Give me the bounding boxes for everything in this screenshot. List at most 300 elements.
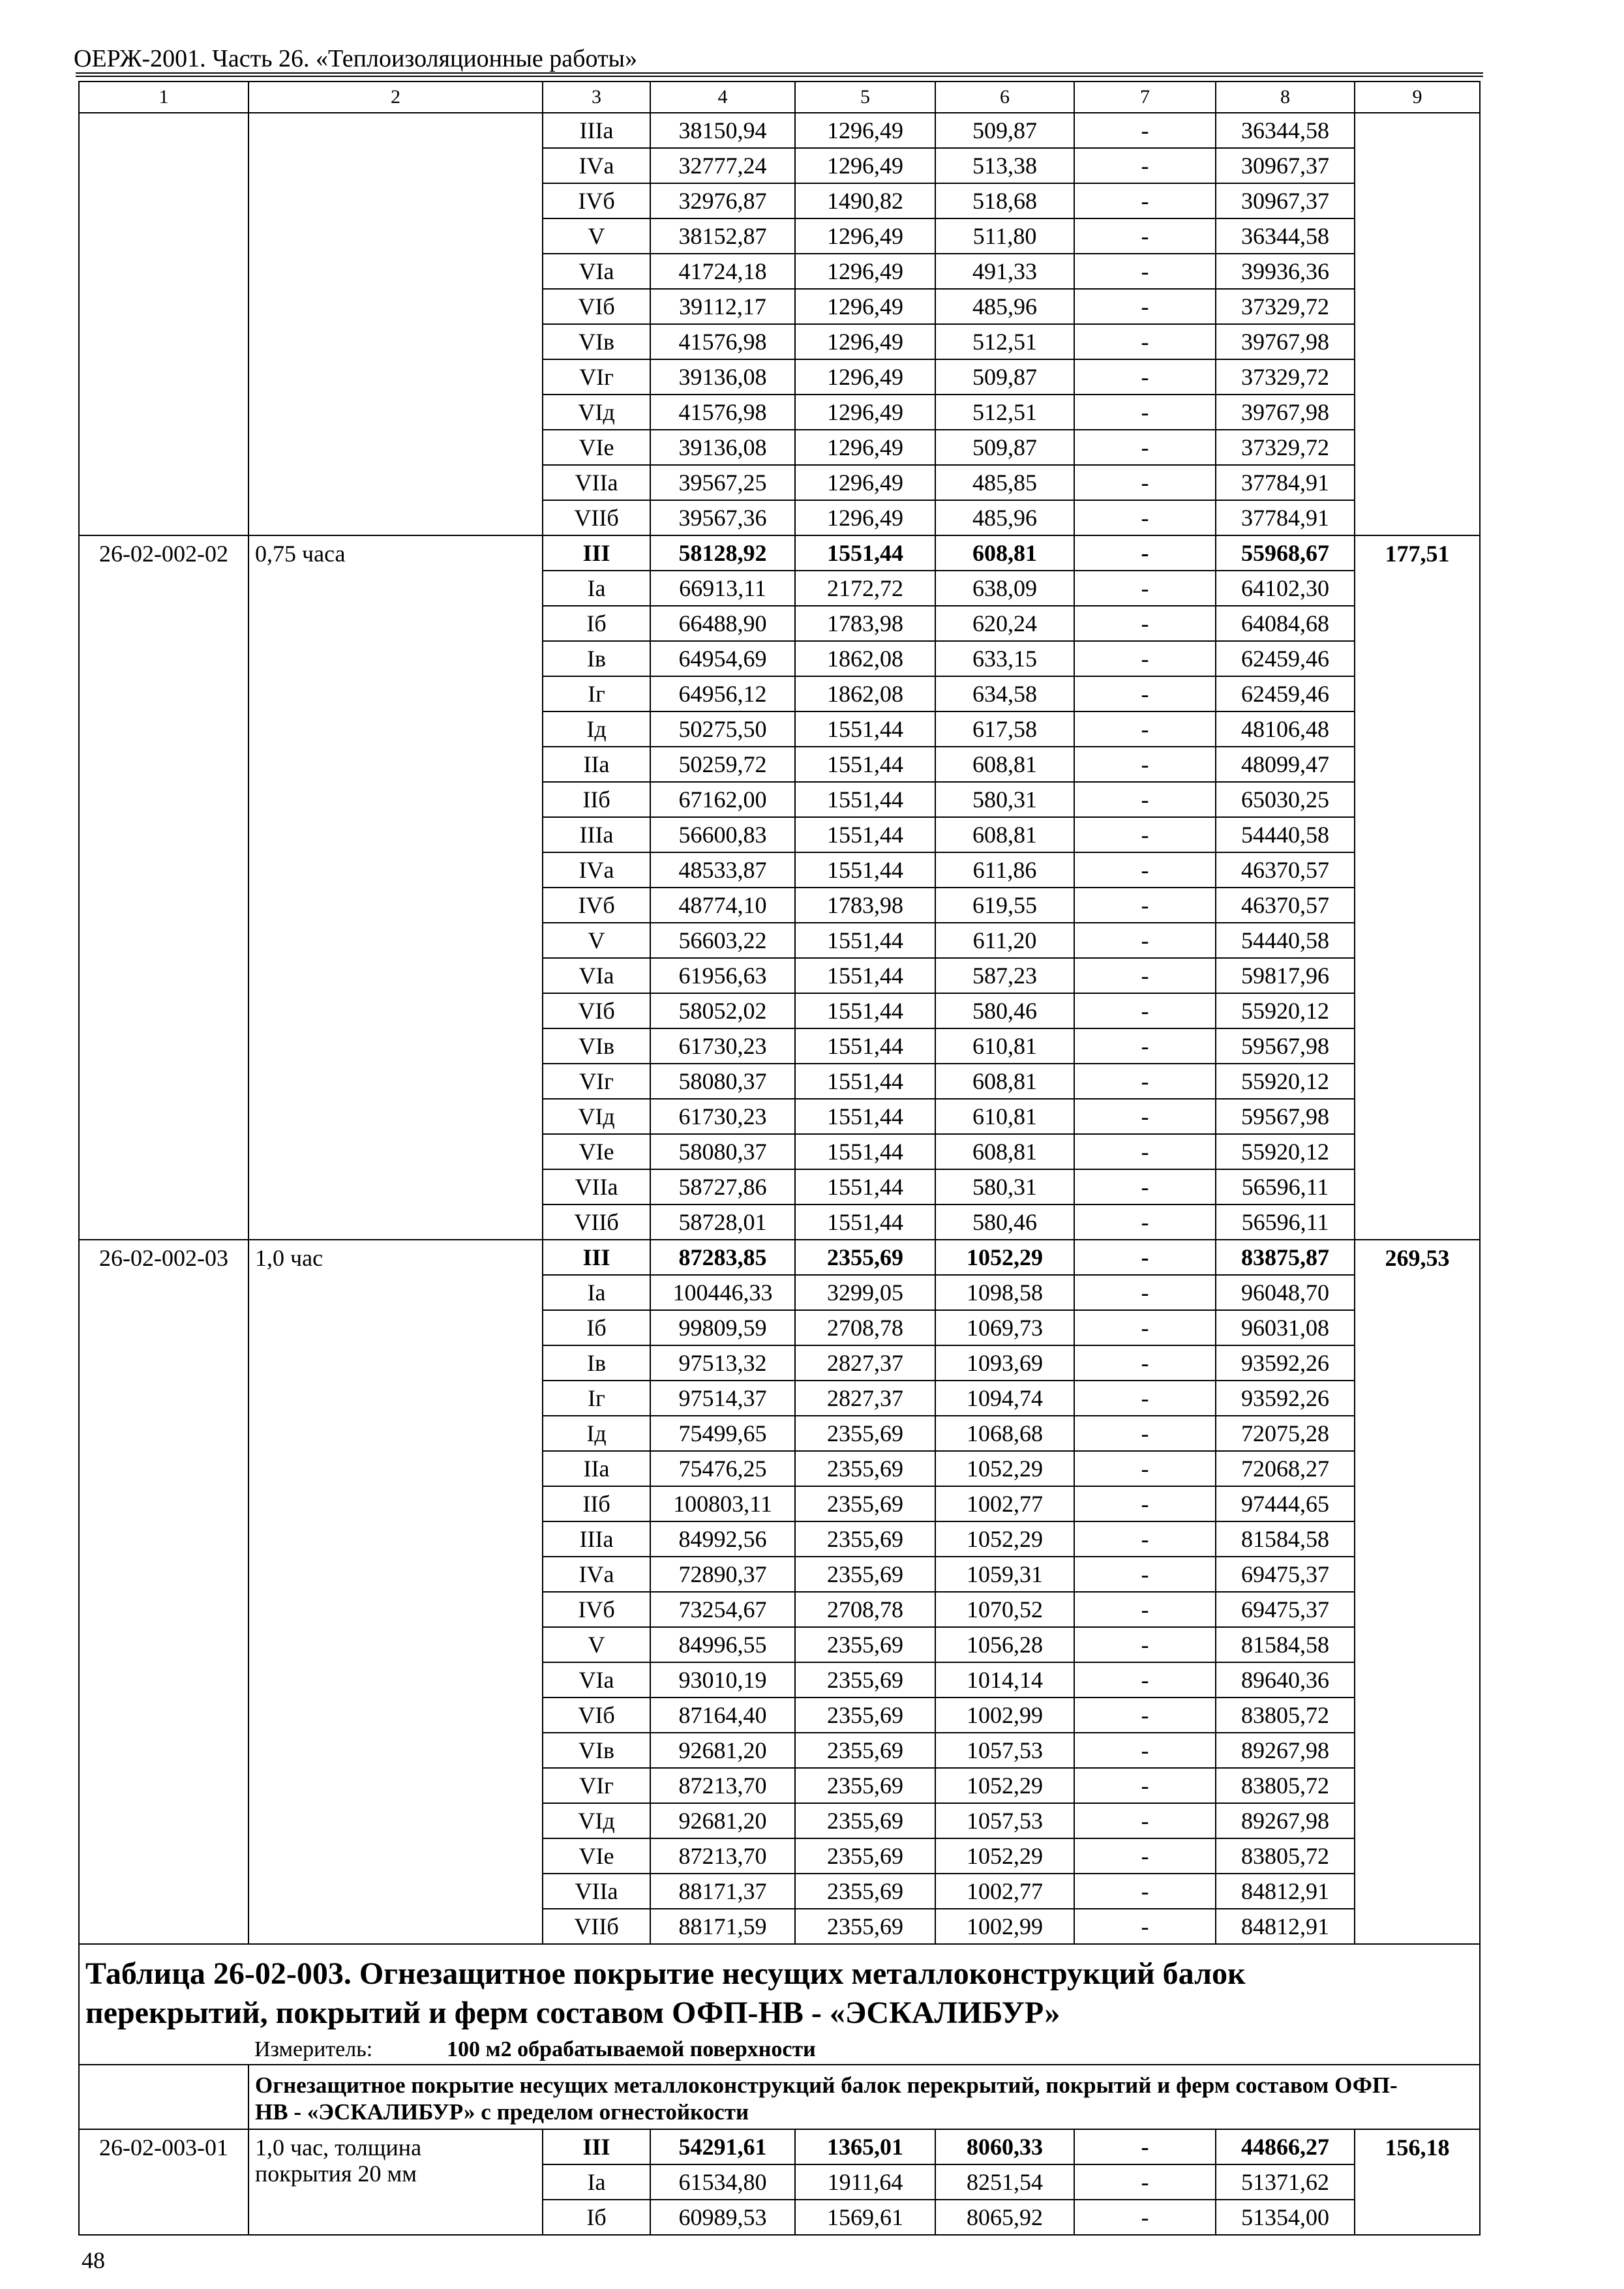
zone-cell: Iа [543,2164,650,2200]
value-col-7-cell: - [1074,113,1216,148]
zone-cell: VIг [543,1768,650,1803]
value-col-7-cell: - [1074,1240,1216,1275]
value-col-8-cell: 84812,91 [1216,1909,1355,1944]
zone-cell: VIв [543,324,650,359]
value-col-5-cell: 1296,49 [795,148,935,183]
value-col-4-cell: 97514,37 [650,1381,795,1416]
value-col-4-cell: 58080,37 [650,1064,795,1099]
value-col-8-cell: 37329,72 [1216,289,1355,324]
zone-cell: IIа [543,1451,650,1486]
zone-cell: III [543,1240,650,1275]
value-col-6-cell: 608,81 [935,1064,1074,1099]
zone-cell: IVа [543,852,650,888]
description-row [79,2065,1480,2129]
value-col-8-cell: 96048,70 [1216,1275,1355,1310]
value-col-4-cell: 93010,19 [650,1662,795,1698]
value-col-4-cell: 75476,25 [650,1451,795,1486]
value-col-7-cell: - [1074,1768,1216,1803]
total-cell: 177,51 [1355,535,1480,1240]
zone-cell: IVб [543,183,650,218]
name-text: 0,75 часа [255,541,346,567]
value-col-7-cell: - [1074,289,1216,324]
value-col-7-cell: - [1074,430,1216,465]
value-col-6-cell: 8065,92 [935,2200,1074,2235]
zone-cell: IIIа [543,1521,650,1557]
value-col-4-cell: 67162,00 [650,782,795,817]
value-col-5-cell: 1862,08 [795,676,935,711]
value-col-8-cell: 36344,58 [1216,218,1355,254]
value-col-8-cell: 83805,72 [1216,1698,1355,1733]
value-col-7-cell: - [1074,465,1216,500]
value-col-6-cell: 580,46 [935,993,1074,1028]
value-col-6-cell: 1002,99 [935,1698,1074,1733]
value-col-6-cell: 1068,68 [935,1416,1074,1451]
zone-cell: IIIа [543,817,650,852]
value-col-8-cell: 44866,27 [1216,2129,1355,2164]
value-col-5-cell: 2355,69 [795,1768,935,1803]
value-col-6-cell: 485,96 [935,500,1074,535]
value-col-7-cell: - [1074,676,1216,711]
value-col-8-cell: 37784,91 [1216,465,1355,500]
value-col-8-cell: 62459,46 [1216,676,1355,711]
value-col-4-cell: 48774,10 [650,888,795,923]
value-col-6-cell: 610,81 [935,1099,1074,1134]
value-col-4-cell: 39136,08 [650,430,795,465]
value-col-5-cell: 2355,69 [795,1662,935,1698]
value-col-6-cell: 1098,58 [935,1275,1074,1310]
value-col-8-cell: 30967,37 [1216,148,1355,183]
value-col-6-cell: 608,81 [935,747,1074,782]
value-col-4-cell: 39136,08 [650,359,795,395]
value-col-5-cell: 2708,78 [795,1310,935,1345]
value-col-4-cell: 61534,80 [650,2164,795,2200]
value-col-7-cell: - [1074,359,1216,395]
value-col-5-cell: 1551,44 [795,1169,935,1204]
value-col-7-cell: - [1074,254,1216,289]
value-col-8-cell: 55968,67 [1216,535,1355,571]
zone-cell: Iб [543,1310,650,1345]
value-col-5-cell: 1551,44 [795,782,935,817]
value-col-4-cell: 39112,17 [650,289,795,324]
value-col-4-cell: 56603,22 [650,923,795,958]
value-col-7-cell: - [1074,218,1216,254]
value-col-4-cell: 39567,36 [650,500,795,535]
zone-cell: VIа [543,254,650,289]
zone-cell: IVб [543,888,650,923]
zone-cell: Iв [543,1345,650,1381]
column-number-header: 1 [79,82,248,113]
value-col-8-cell: 83805,72 [1216,1768,1355,1803]
value-col-7-cell: - [1074,1592,1216,1627]
value-col-8-cell: 89267,98 [1216,1733,1355,1768]
value-col-8-cell: 54440,58 [1216,817,1355,852]
total-cell: 156,18 [1355,2129,1480,2235]
value-col-7-cell: - [1074,535,1216,571]
zone-cell: Iг [543,1381,650,1416]
value-col-6-cell: 580,31 [935,1169,1074,1204]
value-col-5-cell: 1551,44 [795,1028,935,1064]
value-col-6-cell: 1002,77 [935,1874,1074,1909]
value-col-4-cell: 50259,72 [650,747,795,782]
value-col-5-cell: 1296,49 [795,324,935,359]
table-title: Таблица 26-02-003. Огнезащитное покрытие несущих металлоконструкций балок перекрытий, покрытий и ферм составом ОФП-НВ - «ЭСКАЛИБУР» [85,1956,1246,2030]
value-col-5-cell: 1296,49 [795,359,935,395]
value-col-4-cell: 72890,37 [650,1557,795,1592]
value-col-7-cell: - [1074,1733,1216,1768]
value-col-8-cell: 93592,26 [1216,1345,1355,1381]
value-col-8-cell: 69475,37 [1216,1592,1355,1627]
value-col-8-cell: 37329,72 [1216,359,1355,395]
value-col-6-cell: 1002,99 [935,1909,1074,1944]
value-col-6-cell: 491,33 [935,254,1074,289]
description-cell [248,2065,1480,2129]
value-col-4-cell: 58052,02 [650,993,795,1028]
zone-cell: IVа [543,148,650,183]
column-number-header: 2 [248,82,543,113]
value-col-6-cell: 633,15 [935,641,1074,676]
value-col-5-cell: 1783,98 [795,606,935,641]
value-col-7-cell: - [1074,606,1216,641]
value-col-4-cell: 41724,18 [650,254,795,289]
value-col-5-cell: 1783,98 [795,888,935,923]
value-col-7-cell: - [1074,148,1216,183]
zone-cell: IIб [543,1486,650,1521]
value-col-4-cell: 92681,20 [650,1803,795,1838]
table-row [79,1240,1480,1275]
value-col-4-cell: 73254,67 [650,1592,795,1627]
value-col-8-cell: 36344,58 [1216,113,1355,148]
value-col-7-cell: - [1074,1345,1216,1381]
value-col-7-cell: - [1074,1557,1216,1592]
zone-cell: Iд [543,711,650,747]
value-col-7-cell: - [1074,1662,1216,1698]
value-col-6-cell: 608,81 [935,817,1074,852]
value-col-4-cell: 84996,55 [650,1627,795,1662]
value-col-6-cell: 1057,53 [935,1803,1074,1838]
value-col-8-cell: 37329,72 [1216,430,1355,465]
value-col-4-cell: 54291,61 [650,2129,795,2164]
value-col-7-cell: - [1074,2164,1216,2200]
value-col-8-cell: 96031,08 [1216,1310,1355,1345]
column-number-header: 7 [1074,82,1216,113]
value-col-5-cell: 3299,05 [795,1275,935,1310]
value-col-6-cell: 512,51 [935,324,1074,359]
zone-cell: Iб [543,606,650,641]
value-col-4-cell: 64954,69 [650,641,795,676]
value-col-7-cell: - [1074,1627,1216,1662]
value-col-5-cell: 2355,69 [795,1698,935,1733]
value-col-8-cell: 39767,98 [1216,324,1355,359]
value-col-8-cell: 46370,57 [1216,852,1355,888]
value-col-6-cell: 611,20 [935,923,1074,958]
measure-value: 100 м2 обрабатываемой поверхности [447,2037,816,2061]
value-col-5-cell: 1296,49 [795,218,935,254]
zone-cell: VIIб [543,1909,650,1944]
value-col-8-cell: 64102,30 [1216,571,1355,606]
value-col-5-cell: 2172,72 [795,571,935,606]
value-col-8-cell: 83805,72 [1216,1838,1355,1874]
value-col-8-cell: 81584,58 [1216,1627,1355,1662]
value-col-5-cell: 2708,78 [795,1592,935,1627]
code-cell: 26-02-002-03 [79,1240,248,1944]
value-col-6-cell: 1014,14 [935,1662,1074,1698]
zone-cell: VIб [543,993,650,1028]
value-col-7-cell: - [1074,1486,1216,1521]
value-col-6-cell: 619,55 [935,888,1074,923]
value-col-4-cell: 87164,40 [650,1698,795,1733]
value-col-7-cell: - [1074,500,1216,535]
value-col-5-cell: 1551,44 [795,817,935,852]
zone-cell: VIа [543,958,650,993]
value-col-7-cell: - [1074,1275,1216,1310]
value-col-7-cell: - [1074,923,1216,958]
measure-line [254,2037,1479,2063]
value-col-8-cell: 51371,62 [1216,2164,1355,2200]
value-col-7-cell: - [1074,1028,1216,1064]
value-col-6-cell: 8060,33 [935,2129,1074,2164]
value-col-4-cell: 58727,86 [650,1169,795,1204]
value-col-8-cell: 64084,68 [1216,606,1355,641]
zone-cell: IVб [543,1592,650,1627]
value-col-8-cell: 54440,58 [1216,923,1355,958]
value-col-7-cell: - [1074,993,1216,1028]
value-col-4-cell: 41576,98 [650,395,795,430]
value-col-4-cell: 61730,23 [650,1099,795,1134]
value-col-4-cell: 87283,85 [650,1240,795,1275]
zone-cell: VIб [543,1698,650,1733]
value-col-7-cell: - [1074,1169,1216,1204]
value-col-4-cell: 38152,87 [650,218,795,254]
column-number-header: 4 [650,82,795,113]
zone-cell: Iб [543,2200,650,2235]
value-col-7-cell: - [1074,958,1216,993]
code-cell: 26-02-003-01 [79,2129,248,2235]
value-col-8-cell: 93592,26 [1216,1381,1355,1416]
value-col-5-cell: 1296,49 [795,254,935,289]
value-col-5-cell: 1296,49 [795,500,935,535]
work-description: Огнезащитное покрытие несущих металлоконструкций балок перекрытий, покрытий и ферм составом ОФП-НВ - «ЭСКАЛИБУР» с пределом огнестойкости [255,2072,1398,2125]
value-col-4-cell: 32976,87 [650,183,795,218]
value-col-6-cell: 617,58 [935,711,1074,747]
value-col-4-cell: 99809,59 [650,1310,795,1345]
value-col-7-cell: - [1074,571,1216,606]
zone-cell: VIд [543,1099,650,1134]
value-col-5-cell: 1551,44 [795,711,935,747]
zone-cell: VIIб [543,1204,650,1240]
value-col-5-cell: 2355,69 [795,1874,935,1909]
value-col-4-cell: 39567,25 [650,465,795,500]
value-col-8-cell: 81584,58 [1216,1521,1355,1557]
page-number: 48 [82,2247,105,2273]
value-col-7-cell: - [1074,1134,1216,1169]
empty-code-cell [79,2065,248,2129]
table-title-block [79,1944,1480,2065]
value-col-8-cell: 59567,98 [1216,1028,1355,1064]
value-col-8-cell: 48106,48 [1216,711,1355,747]
value-col-6-cell: 512,51 [935,395,1074,430]
value-col-5-cell: 2827,37 [795,1381,935,1416]
value-col-5-cell: 1296,49 [795,465,935,500]
value-col-7-cell: - [1074,1838,1216,1874]
value-col-5-cell: 1490,82 [795,183,935,218]
total-cell [1355,113,1480,535]
value-col-4-cell: 87213,70 [650,1768,795,1803]
value-col-7-cell: - [1074,1521,1216,1557]
value-col-6-cell: 1094,74 [935,1381,1074,1416]
value-col-6-cell: 580,31 [935,782,1074,817]
value-col-4-cell: 61956,63 [650,958,795,993]
value-col-5-cell: 1365,01 [795,2129,935,2164]
value-col-4-cell: 58728,01 [650,1204,795,1240]
value-col-7-cell: - [1074,747,1216,782]
value-col-4-cell: 97513,32 [650,1345,795,1381]
table-title-row [79,1944,1480,2065]
value-col-4-cell: 60989,53 [650,2200,795,2235]
value-col-7-cell: - [1074,183,1216,218]
value-col-7-cell: - [1074,711,1216,747]
value-col-7-cell: - [1074,1310,1216,1345]
zone-cell: VIе [543,430,650,465]
measure-label: Измеритель: [254,2037,373,2061]
value-col-4-cell: 84992,56 [650,1521,795,1557]
zone-cell: VIг [543,359,650,395]
value-col-6-cell: 587,23 [935,958,1074,993]
zone-cell: VIе [543,1134,650,1169]
value-col-6-cell: 485,85 [935,465,1074,500]
value-col-8-cell: 55920,12 [1216,993,1355,1028]
zone-cell: VIIа [543,1874,650,1909]
value-col-6-cell: 1052,29 [935,1838,1074,1874]
value-col-7-cell: - [1074,817,1216,852]
value-col-5-cell: 1551,44 [795,535,935,571]
value-col-7-cell: - [1074,1803,1216,1838]
zone-cell: VIд [543,1803,650,1838]
value-col-6-cell: 509,87 [935,430,1074,465]
value-col-7-cell: - [1074,852,1216,888]
value-col-5-cell: 1551,44 [795,852,935,888]
value-col-6-cell: 8251,54 [935,2164,1074,2200]
value-col-6-cell: 608,81 [935,535,1074,571]
value-col-8-cell: 46370,57 [1216,888,1355,923]
name-cell [248,113,543,535]
table-body-26-02-003 [79,2129,1480,2235]
value-col-8-cell: 39767,98 [1216,395,1355,430]
zone-cell: VIIа [543,465,650,500]
value-col-5-cell: 1296,49 [795,113,935,148]
name-text: 1,0 час, толщина покрытия 20 мм [255,2134,422,2187]
zone-cell: IIа [543,747,650,782]
zone-cell: VIг [543,1064,650,1099]
value-col-6-cell: 608,81 [935,1134,1074,1169]
value-col-8-cell: 37784,91 [1216,500,1355,535]
value-col-7-cell: - [1074,1204,1216,1240]
value-col-8-cell: 65030,25 [1216,782,1355,817]
column-number-row [79,82,1480,113]
zone-cell: IIб [543,782,650,817]
value-col-4-cell: 64956,12 [650,676,795,711]
zone-cell: Iд [543,1416,650,1451]
value-col-6-cell: 1057,53 [935,1733,1074,1768]
value-col-6-cell: 518,68 [935,183,1074,218]
value-col-8-cell: 59817,96 [1216,958,1355,993]
value-col-8-cell: 48099,47 [1216,747,1355,782]
value-col-5-cell: 1296,49 [795,430,935,465]
value-col-6-cell: 1093,69 [935,1345,1074,1381]
value-col-7-cell: - [1074,782,1216,817]
value-col-7-cell: - [1074,1909,1216,1944]
value-col-6-cell: 513,38 [935,148,1074,183]
value-col-8-cell: 59567,98 [1216,1099,1355,1134]
value-col-6-cell: 1052,29 [935,1451,1074,1486]
value-col-4-cell: 100803,11 [650,1486,795,1521]
value-col-5-cell: 2355,69 [795,1838,935,1874]
page-header: ОЕРЖ-2001. Часть 26. «Теплоизоляционные работы» [74,45,638,72]
value-col-5-cell: 2355,69 [795,1451,935,1486]
value-col-5-cell: 2355,69 [795,1803,935,1838]
value-col-4-cell: 88171,59 [650,1909,795,1944]
zone-cell: VIIа [543,1169,650,1204]
value-col-6-cell: 611,86 [935,852,1074,888]
value-col-6-cell: 511,80 [935,218,1074,254]
value-col-8-cell: 62459,46 [1216,641,1355,676]
value-col-6-cell: 1059,31 [935,1557,1074,1592]
value-col-6-cell: 1052,29 [935,1521,1074,1557]
zone-cell: VIв [543,1733,650,1768]
name-cell [248,535,543,1240]
value-col-8-cell: 56596,11 [1216,1204,1355,1240]
value-col-8-cell: 89267,98 [1216,1803,1355,1838]
value-col-8-cell: 72075,28 [1216,1416,1355,1451]
value-col-6-cell: 485,96 [935,289,1074,324]
value-col-8-cell: 51354,00 [1216,2200,1355,2235]
value-col-6-cell: 1002,77 [935,1486,1074,1521]
value-col-6-cell: 1070,52 [935,1592,1074,1627]
value-col-4-cell: 61730,23 [650,1028,795,1064]
column-number-header: 3 [543,82,650,113]
value-col-5-cell: 1551,44 [795,958,935,993]
value-col-5-cell: 2355,69 [795,1909,935,1944]
value-col-4-cell: 66913,11 [650,571,795,606]
value-col-4-cell: 32777,24 [650,148,795,183]
zone-cell: V [543,218,650,254]
value-col-4-cell: 88171,37 [650,1874,795,1909]
value-col-4-cell: 87213,70 [650,1838,795,1874]
value-col-8-cell: 39936,36 [1216,254,1355,289]
value-col-7-cell: - [1074,1874,1216,1909]
value-col-7-cell: - [1074,641,1216,676]
value-col-5-cell: 2355,69 [795,1240,935,1275]
total-cell: 269,53 [1355,1240,1480,1944]
value-col-8-cell: 97444,65 [1216,1486,1355,1521]
value-col-6-cell: 1052,29 [935,1240,1074,1275]
column-number-header: 8 [1216,82,1355,113]
table-row [79,113,1480,148]
value-col-6-cell: 634,58 [935,676,1074,711]
zone-cell: VIа [543,1662,650,1698]
code-cell: 26-02-002-02 [79,535,248,1240]
zone-cell: IIIа [543,113,650,148]
code-cell [79,113,248,535]
value-col-7-cell: - [1074,1381,1216,1416]
value-col-7-cell: - [1074,2200,1216,2235]
value-col-6-cell: 610,81 [935,1028,1074,1064]
column-number-header: 9 [1355,82,1480,113]
name-text: 1,0 час [255,1245,323,1271]
value-col-8-cell: 56596,11 [1216,1169,1355,1204]
zone-cell: Iв [543,641,650,676]
value-col-5-cell: 2355,69 [795,1733,935,1768]
zone-cell: VIд [543,395,650,430]
